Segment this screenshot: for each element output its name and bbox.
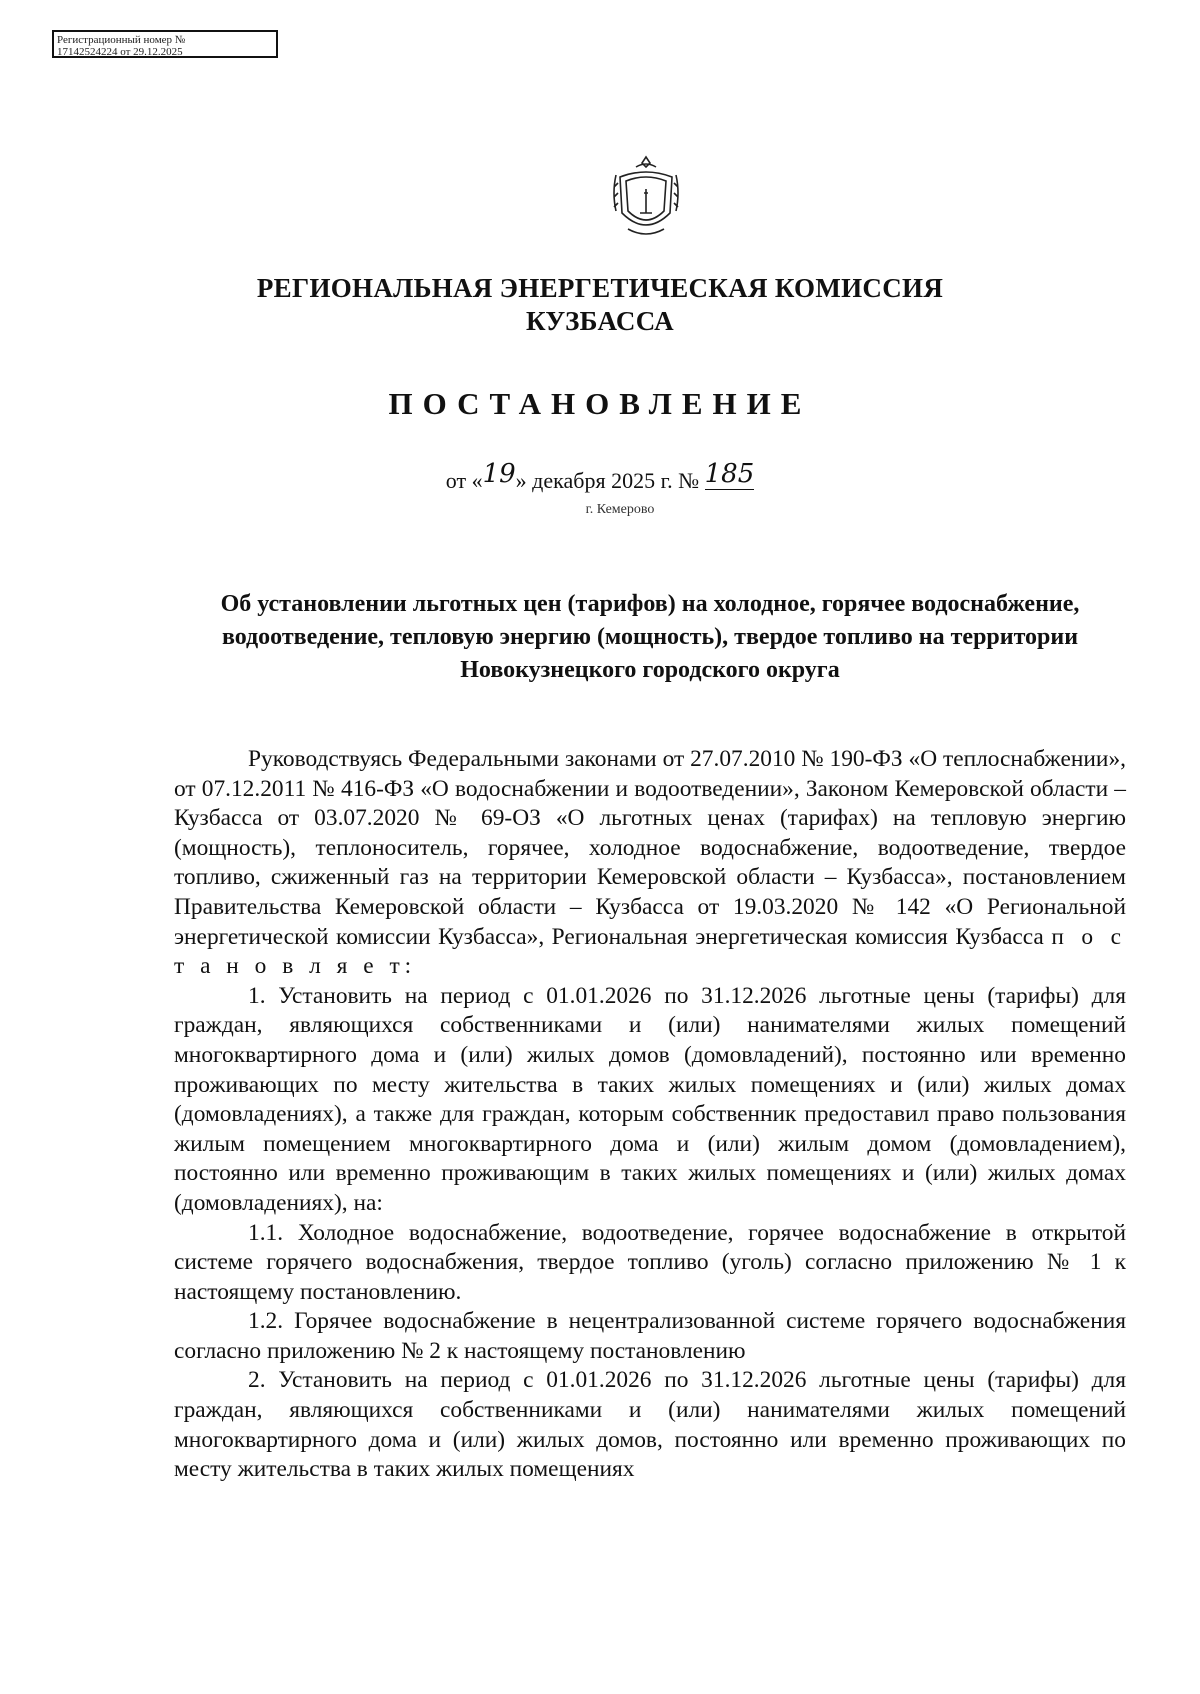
registration-stamp xyxy=(52,30,278,58)
body-paragraph-1: 1. Установить на период с 01.01.2026 по 31.12.2026 льготные цены (тарифы) для граждан, являющихся собственниками и (или) нанимателями жилых помещений многоквартирного дома и (или) жилых домов (домовладений), постоянно или временно проживающих по месту жительства в таких жилых помещениях и (или) жилых домах (домовладениях), а также для граждан, которым собственник предоставил право пользования жилым помещением многоквартирного дома и (или) жилым домом (домовладением), постоянно или временно проживающим в таких жилых помещениях и (или) жилых домах (домовладениях), на: xyxy=(174,982,1126,1216)
organization-title-line1: РЕГИОНАЛЬНАЯ ЭНЕРГЕТИЧЕСКАЯ КОМИССИЯ xyxy=(256,273,944,303)
registration-stamp-line1: Регистрационный номер № xyxy=(57,34,186,46)
date-middle: » декабря 2025 г. № xyxy=(515,468,700,493)
preamble-text: Руководствуясь Федеральными законами от 27.07.2010 № 190-ФЗ «О теплоснабжении», от 07.12.2011 № 416-ФЗ «О водоснабжении и водоотведении», Законом Кемеровской области – Кузбасса от 03.07.2020 № 69-ОЗ «О льготных ценах (тарифах) на тепловую энергию (мощность), теплоноситель, горячее, холодное водоснабжение, водоотведение, твердое топливо, сжиженный газ на территории Кемеровской области – Кузбасса», постановлением Правительства Кемеровской области – Кузбасса от 19.03.2020 № 142 «О Региональной энергетической комиссии Кузбасса», Региональная энергетическая комиссия Кузбасса xyxy=(174,746,1126,950)
organization-title-line2: КУЗБАССА xyxy=(526,306,674,336)
document-number-handwritten: 185 xyxy=(704,459,755,489)
preamble-resolves: п о с т а н о в л я е т: xyxy=(174,923,1126,980)
date-day-handwritten: 19 xyxy=(482,459,516,489)
body-paragraph-1-1: 1.1. Холодное водоснабжение, водоотведение, горячее водоснабжение в открытой системе горячего водоснабжения, твердое топливо (уголь) согласно приложению № 1 к настоящему постановлению. xyxy=(174,1219,1126,1305)
document-subject: Об установлении льготных цен (тарифов) на холодное, горячее водоснабжение, водоотведение, тепловую энергию (мощность), твердое топливо на территории Новокузнецкого городского округа xyxy=(220,591,1080,683)
coat-of-arms-icon xyxy=(606,153,686,243)
document-type: ПОСТАНОВЛЕНИЕ xyxy=(388,386,812,421)
body-paragraph-1-2: 1.2. Горячее водоснабжение в нецентрализованной системе горячего водоснабжения согласно приложению № 2 к настоящему постановлению xyxy=(174,1308,1126,1364)
body-preamble xyxy=(174,745,1126,982)
document-body xyxy=(174,745,1126,1485)
document-city: г. Кемерово xyxy=(585,502,655,517)
body-paragraph-2: 2. Установить на период с 01.01.2026 по 31.12.2026 льготные цены (тарифы) для граждан, являющихся собственниками и (или) нанимателями жилых помещений многоквартирного дома и (или) жилых домов, постоянно или временно проживающих по месту жительства в таких жилых помещениях xyxy=(174,1367,1126,1483)
registration-stamp-line2: 17142524224 от 29.12.2025 xyxy=(57,46,183,58)
organization-title xyxy=(0,272,1200,338)
document-date-line xyxy=(0,459,1200,496)
date-prefix: от « xyxy=(445,468,483,493)
